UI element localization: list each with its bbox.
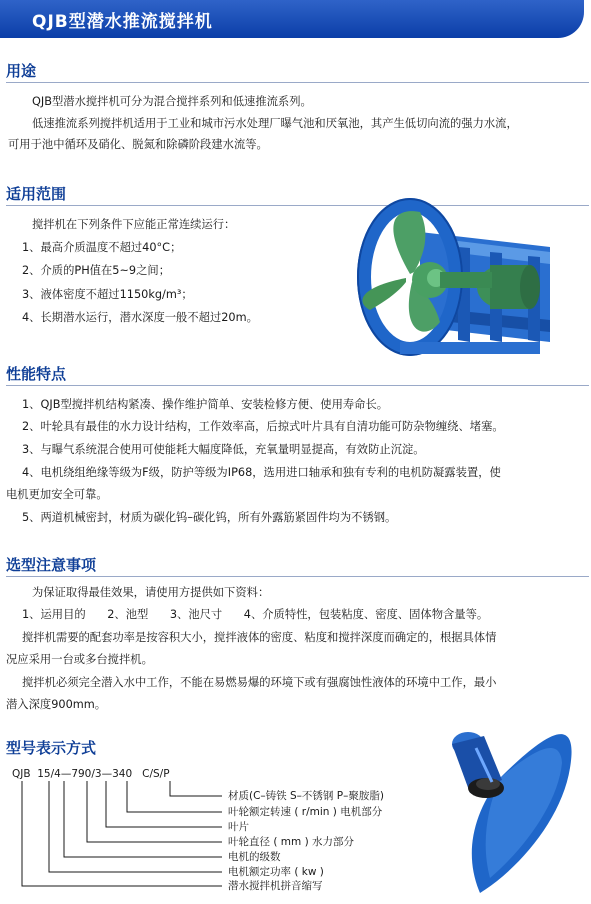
usage-line-3: 可用于池中循环及硝化、脱氮和除磷阶段建水流等。: [8, 138, 268, 151]
selection-line-5: 搅拌机必须完全潜入水中工作，不能在易燃易爆的环境下或有强腐蚀性液体的环境中工作，最小: [22, 676, 497, 689]
model-code: QJB 15/4—790/3—340 C/S/P: [12, 768, 170, 780]
page-title: QJB型潜水推流搅拌机: [32, 12, 213, 32]
features-divider: [6, 385, 589, 386]
features-heading: 性能特点: [6, 365, 67, 383]
usage-line-1: QJB型潜水搅拌机可分为混合搅拌系列和低速推流系列。: [32, 95, 312, 108]
features-line-6: 5、两道机械密封，材质为碳化钨–碳化钨，所有外露筋紧固件均为不锈钢。: [22, 511, 397, 524]
features-line-3: 3、与曝气系统混合使用可使能耗大幅度降低，充氧量明显提高，有效防止沉淀。: [22, 443, 425, 456]
scope-item-4: 4、长期潜水运行，潜水深度一般不超过20m。: [22, 311, 258, 324]
features-line-4: 4、电机绕组绝缘等级为F级，防护等级为IP68，选用进口轴承和独有专利的电机防凝露装置，使: [22, 466, 501, 479]
scope-item-3: 3、液体密度不超过1150kg/m³；: [22, 288, 193, 301]
flow-mixer-image: [340, 192, 580, 360]
usage-divider: [6, 82, 589, 83]
selection-line-4: 况应采用一台或多台搅拌机。: [6, 653, 153, 666]
selection-line-6: 潜入深度900mm。: [6, 698, 107, 711]
selection-divider: [6, 576, 589, 577]
features-line-5: 电机更加安全可靠。: [6, 488, 108, 501]
usage-heading: 用途: [6, 62, 37, 80]
selection-line-2: 1、运用目的 2、池型 3、池尺寸 4、介质特性，包装粘度、密度、固体物含量等。: [22, 608, 489, 621]
model-label-power: 电机额定功率 ( kw ): [228, 866, 324, 878]
model-label-abbrev: 潜水搅拌机拼音缩写: [228, 880, 323, 892]
features-line-1: 1、QJB型搅拌机结构紧凑、操作维护简单、安装检修方便、使用寿命长。: [22, 398, 389, 411]
model-label-speed: 叶轮额定转速 ( r/min ) 电机部分: [228, 806, 383, 818]
model-label-material: 材质(C–铸铁 S–不锈钢 P–聚胺脂): [228, 790, 384, 802]
scope-intro: 搅拌机在下列条件下应能正常连续运行：: [32, 218, 236, 231]
features-line-2: 2、叶轮具有最佳的水力设计结构，工作效率高，后掠式叶片具有自清功能可防杂物缠绕、堵塞。: [22, 420, 504, 433]
selection-line-3: 搅拌机需要的配套功率是按容积大小，搅拌液体的密度、粘度和搅拌深度而确定的，根据具体情: [22, 631, 497, 644]
propeller-image: [430, 708, 590, 898]
scope-item-1: 1、最高介质温度不超过40°C；: [22, 241, 182, 254]
scope-item-2: 2、介质的PH值在5~9之间；: [22, 264, 171, 277]
selection-line-1: 为保证取得最佳效果，请使用方提供如下资料：: [32, 586, 270, 599]
model-label-diameter: 叶轮直径 ( mm ) 水力部分: [228, 836, 354, 848]
model-bracket-lines: [0, 778, 240, 888]
usage-line-2: 低速推流系列搅拌机适用于工业和城市污水处理厂曝气池和厌氧池，其产生低切向流的强力水流，: [32, 117, 518, 130]
scope-heading: 适用范围: [6, 185, 67, 203]
title-bar: [0, 0, 584, 38]
selection-heading: 选型注意事项: [6, 556, 97, 574]
model-heading: 型号表示方式: [6, 739, 97, 757]
model-label-poles: 电机的级数: [228, 851, 281, 863]
model-label-blade: 叶片: [228, 821, 249, 833]
